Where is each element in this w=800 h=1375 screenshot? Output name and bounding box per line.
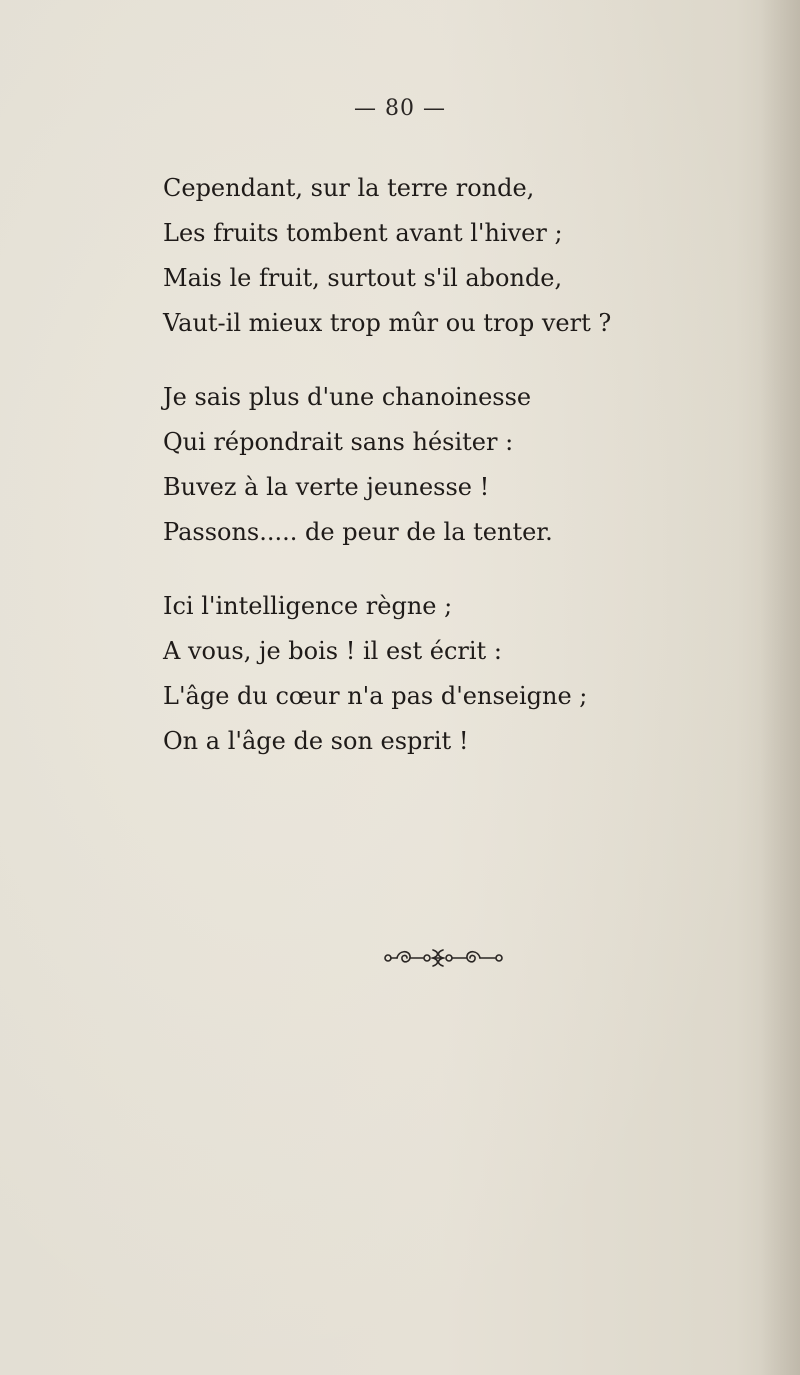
poem-line: A vous, je bois ! il est écrit : <box>163 637 502 665</box>
poem-line: Je sais plus d'une chanoinesse <box>163 383 532 411</box>
stanza-2 <box>163 375 683 555</box>
poem <box>163 166 683 793</box>
tailpiece-ornament-icon <box>383 944 507 972</box>
poem-line: L'âge du cœur n'a pas d'enseigne ; <box>163 682 588 710</box>
poem-line: Mais le fruit, surtout s'il abonde, <box>163 264 563 292</box>
stanza-1 <box>163 166 683 346</box>
poem-line: On a l'âge de son esprit ! <box>163 727 469 755</box>
stanza-3 <box>163 584 683 764</box>
page-edge-shadow <box>760 0 800 1375</box>
poem-line: Les fruits tombent avant l'hiver ; <box>163 219 563 247</box>
poem-line: Ici l'intelligence règne ; <box>163 592 453 620</box>
page-number: — 80 — <box>354 96 446 121</box>
poem-line: Cependant, sur la terre ronde, <box>163 174 535 202</box>
poem-line: Buvez à la verte jeunesse ! <box>163 473 490 501</box>
poem-line: Qui répondrait sans hésiter : <box>163 428 514 456</box>
poem-line: Vaut-il mieux trop mûr ou trop vert ? <box>163 309 612 337</box>
poem-line: Passons..... de peur de la tenter. <box>163 518 553 546</box>
